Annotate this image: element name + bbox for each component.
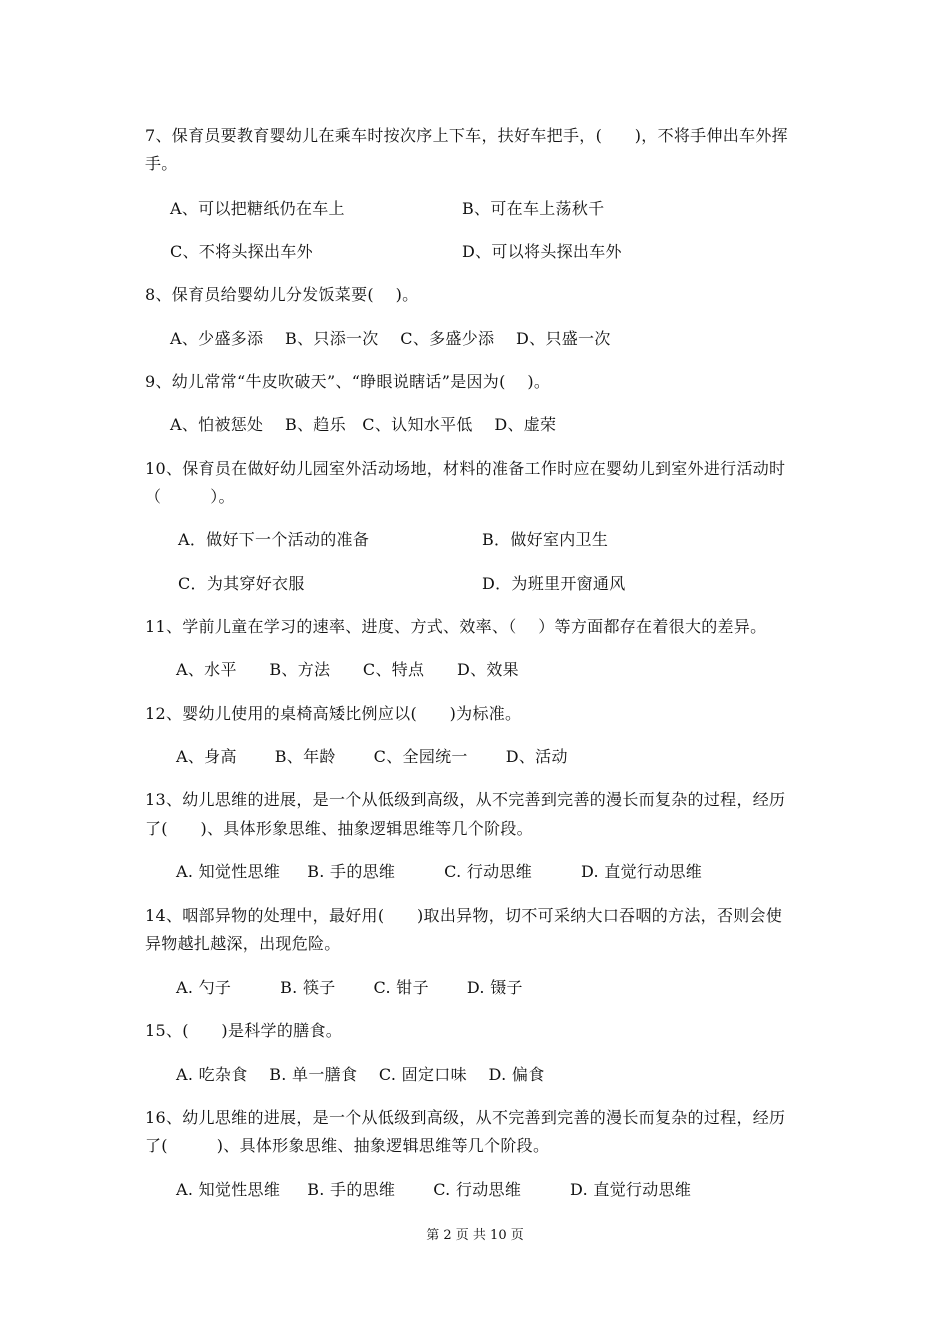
q12-options: A、身高 B、年龄 C、全园统一 D、活动 (176, 747, 568, 766)
q11-options: A、水平 B、方法 C、特点 D、效果 (176, 660, 519, 679)
q9-stem: 9、幼儿常常“牛皮吹破天”、“睁眼说瞎话”是因为( )。 (145, 372, 551, 391)
q10-stem-line1: 10、保育员在做好幼儿园室外活动场地，材料的准备工作时应在婴幼儿到室外进行活动时 (145, 459, 786, 478)
q16-options: A. 知觉性思维 B. 手的思维 C. 行动思维 D. 直觉行动思维 (176, 1180, 692, 1199)
q7-option-a: A、可以把糖纸仍在车上 (170, 199, 345, 218)
q14-stem-line2: 异物越扎越深，出现危险。 (145, 934, 341, 953)
q7-option-c: C、不将头探出车外 (170, 242, 313, 261)
q9-options: A、怕被惩处 B、趋乐 C、认知水平低 D、虚荣 (170, 415, 557, 434)
q7-stem-line1: 7、保育员要教育婴幼儿在乘车时按次序上下车，扶好车把手，( )，不将手伸出车外挥 (145, 126, 788, 145)
q15-options: A. 吃杂食 B. 单一膳食 C. 固定口味 D. 偏食 (176, 1065, 545, 1084)
q8-options: A、少盛多添 B、只添一次 C、多盛少添 D、只盛一次 (170, 329, 611, 348)
q13-stem-line1: 13、幼儿思维的进展，是一个从低级到高级，从不完善到完善的漫长而复杂的过程，经历 (145, 790, 786, 809)
q14-stem-line1: 14、咽部异物的处理中，最好用( )取出异物，切不可采纳大口吞咽的方法，否则会使 (145, 906, 783, 925)
q7-option-d: D、可以将头探出车外 (462, 242, 622, 261)
q13-options: A. 知觉性思维 B. 手的思维 C. 行动思维 D. 直觉行动思维 (176, 862, 703, 881)
q7-option-b: B、可在车上荡秋千 (462, 199, 605, 218)
q16-stem-line2: 了( )、具体形象思维、抽象逻辑思维等几个阶段。 (145, 1136, 550, 1155)
q14-options: A. 勺子 B. 筷子 C. 钳子 D. 镊子 (176, 978, 523, 997)
q15-stem: 15、( )是科学的膳食。 (145, 1021, 343, 1040)
q8-stem: 8、保育员给婴幼儿分发饭菜要( )。 (145, 285, 419, 304)
q12-stem: 12、婴幼儿使用的桌椅高矮比例应以( )为标准。 (145, 704, 522, 723)
q10-option-d: D．为班里开窗通风 (482, 574, 626, 593)
q10-stem-line2: （ ）。 (145, 487, 235, 506)
q11-stem: 11、学前儿童在学习的速率、进度、方式、效率、（ ）等方面都存在着很大的差异。 (145, 617, 767, 636)
q13-stem-line2: 了( )、具体形象思维、抽象逻辑思维等几个阶段。 (145, 819, 533, 838)
q16-stem-line1: 16、幼儿思维的进展，是一个从低级到高级，从不完善到完善的漫长而复杂的过程，经历 (145, 1108, 786, 1127)
q7-stem-line2: 手。 (145, 154, 178, 173)
q10-option-b: B．做好室内卫生 (482, 530, 609, 549)
q10-option-a: A．做好下一个活动的准备 (178, 530, 370, 549)
q10-option-c: C．为其穿好衣服 (178, 574, 305, 593)
page-number-footer: 第 2 页 共 10 页 (426, 1228, 524, 1243)
